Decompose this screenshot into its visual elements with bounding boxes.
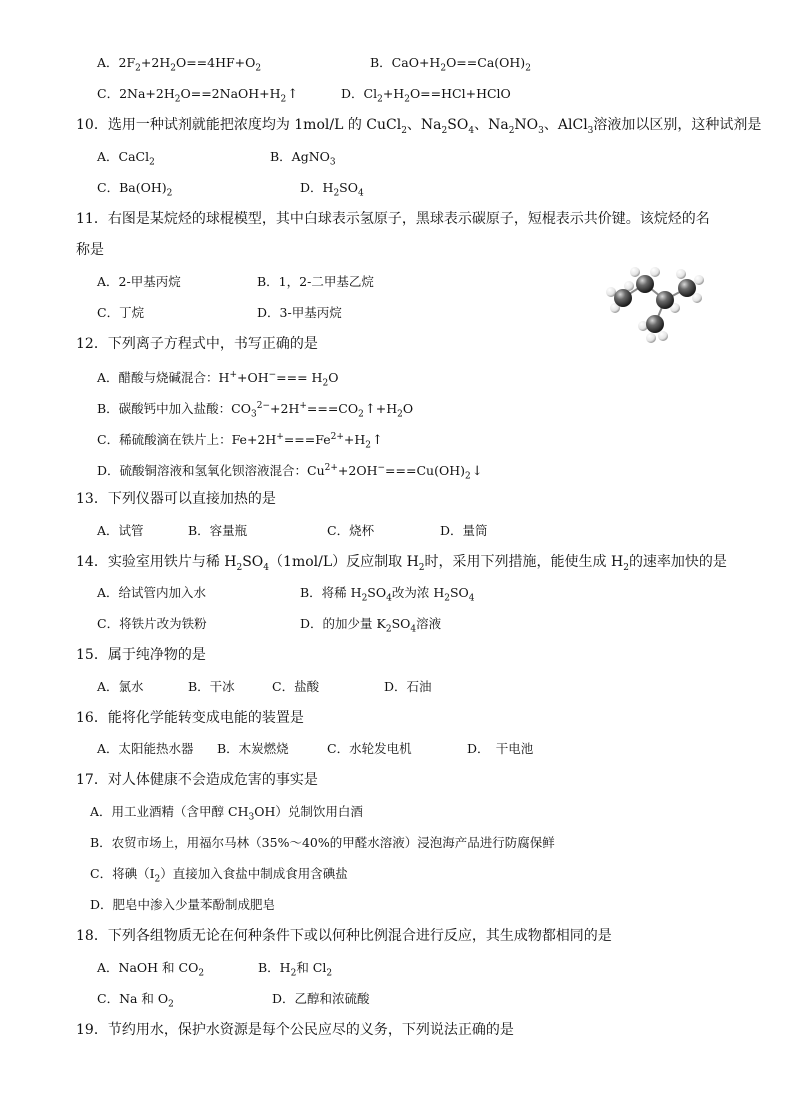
q10-option-c: C．$Ba(OH)_2$ (97, 180, 173, 199)
q9-option-b: B．$CaO+H_2O==Ca(OH)_2$ (370, 55, 531, 74)
q16-option-c: C．水轮发电机 (327, 741, 412, 756)
q14-stem: 14．实验室用铁片与稀 $H_2SO_4(1mol/L)$反应制取 $H_2$时，采用下列措施，能使生成 $H_2$的速率加快的是 (76, 554, 727, 573)
q11-option-c: C．丁烷 (97, 305, 145, 320)
q15-option-b: B．干冰 (188, 679, 235, 694)
q12-option-d: D．硫酸铜溶液和氢氧化钡溶液混合：$Cu^{2+}+2OH^-===Cu(OH)_2↓$ (97, 463, 483, 482)
q11-option-a: A．2-甲基丙烷 (97, 274, 181, 289)
q16-option-b: B．木炭燃烧 (217, 741, 289, 756)
q15-option-c: C．盐酸 (272, 679, 320, 694)
q11-option-b: B．1，2-二甲基乙烷 (257, 274, 374, 289)
q18-stem: 18．下列各组物质无论在何种条件下或以何种比例混合进行反应，其生成物都相同的是 (76, 928, 612, 944)
ball-and-stick-molecule-model (603, 262, 707, 346)
q13-option-b: B．容量瓶 (188, 523, 248, 538)
q10-stem: 10．选用一种试剂就能把浓度均为 1mol/L 的 CuCl$_2$、$Na_2SO_4$、$Na_2NO_3$、AlCl$_3$溶液加以区别，这种试剂是 (76, 117, 762, 136)
q10-option-a: A．CaCl$_2$ (97, 149, 155, 168)
q17-option-c: C．将碘$(I_2)$直接加入食盐中制成食用含碘盐 (90, 866, 348, 885)
q9-option-a: A．$2F_2+2H_2O==4HF+O_2$ (97, 55, 262, 74)
q14-option-a: A．给试管内加入水 (97, 585, 207, 600)
q13-stem: 13．下列仪器可以直接加热的是 (76, 491, 276, 507)
q18-option-a: A．NaOH 和 $CO_2$ (97, 960, 205, 979)
q12-stem: 12．下列离子方程式中，书写正确的是 (76, 336, 318, 352)
q14-option-c: C．将铁片改为铁粉 (97, 616, 207, 631)
q11-stem-line1: 11．右图是某烷烃的球棍模型，其中白球表示氢原子，黑球表示碳原子，短棍表示共价键。该烷烃的名 (76, 211, 710, 227)
q18-option-d: D．乙醇和浓硫酸 (272, 991, 370, 1006)
q14-option-d: D．的加少量 $K_2SO_4$溶液 (300, 616, 442, 635)
q17-option-d: D．肥皂中渗入少量苯酚制成肥皂 (90, 897, 276, 912)
q13-option-c: C．烧杯 (327, 523, 375, 538)
q12-option-b: B．碳酸钙中加入盐酸：$CO_3^{2-}+2H^+===CO_2↑+H_2O$ (97, 401, 414, 420)
q14-option-b: B．将稀 $H_2SO_4$改为浓 $H_2SO_4$ (300, 585, 475, 604)
q19-stem: 19．节约用水，保护水资源是每个公民应尽的义务，下列说法正确的是 (76, 1022, 514, 1038)
q16-option-a: A．太阳能热水器 (97, 741, 194, 756)
q12-option-a: A．醋酸与烧碱混合：$H^++OH^-=== H_2O$ (97, 370, 339, 389)
q9-option-d: D．$Cl_2+H_2O==HCl+HClO$ (341, 86, 511, 105)
q11-stem-line2: 称是 (76, 242, 104, 258)
q17-stem: 17．对人体健康不会造成危害的事实是 (76, 772, 318, 788)
q17-option-b: B．农贸市场上，用福尔马林（35%～40%的甲醛水溶液）浸泡海产品进行防腐保鲜 (90, 835, 555, 850)
q12-option-c: C．稀硫酸滴在铁片上：$Fe+2H^+===Fe^{2+}+H_2↑$ (97, 432, 383, 451)
q13-option-d: D．量筒 (440, 523, 488, 538)
q9-option-c: C．$2Na+2H_2O==2NaOH+H_2↑$ (97, 86, 299, 105)
q18-option-b: B．$H_2$和 $Cl_2$ (258, 960, 333, 979)
q15-option-d: D．石油 (384, 679, 432, 694)
q11-option-d: D．3-甲基丙烷 (257, 305, 342, 320)
q10-option-d: D．$H_2SO_4$ (300, 180, 364, 199)
q17-option-a: A．用工业酒精（含甲醇 $CH_3OH$）兑制饮用白酒 (90, 804, 363, 823)
q13-option-a: A．试管 (97, 523, 144, 538)
q15-option-a: A．氯水 (97, 679, 144, 694)
q15-stem: 15．属于纯净物的是 (76, 647, 206, 663)
q10-option-b: B．AgNO$_3$ (270, 149, 336, 168)
q16-stem: 16．能将化学能转变成电能的装置是 (76, 710, 304, 726)
q16-option-d: D． 干电池 (467, 741, 534, 756)
q18-option-c: C．Na 和 $O_2$ (97, 991, 174, 1010)
